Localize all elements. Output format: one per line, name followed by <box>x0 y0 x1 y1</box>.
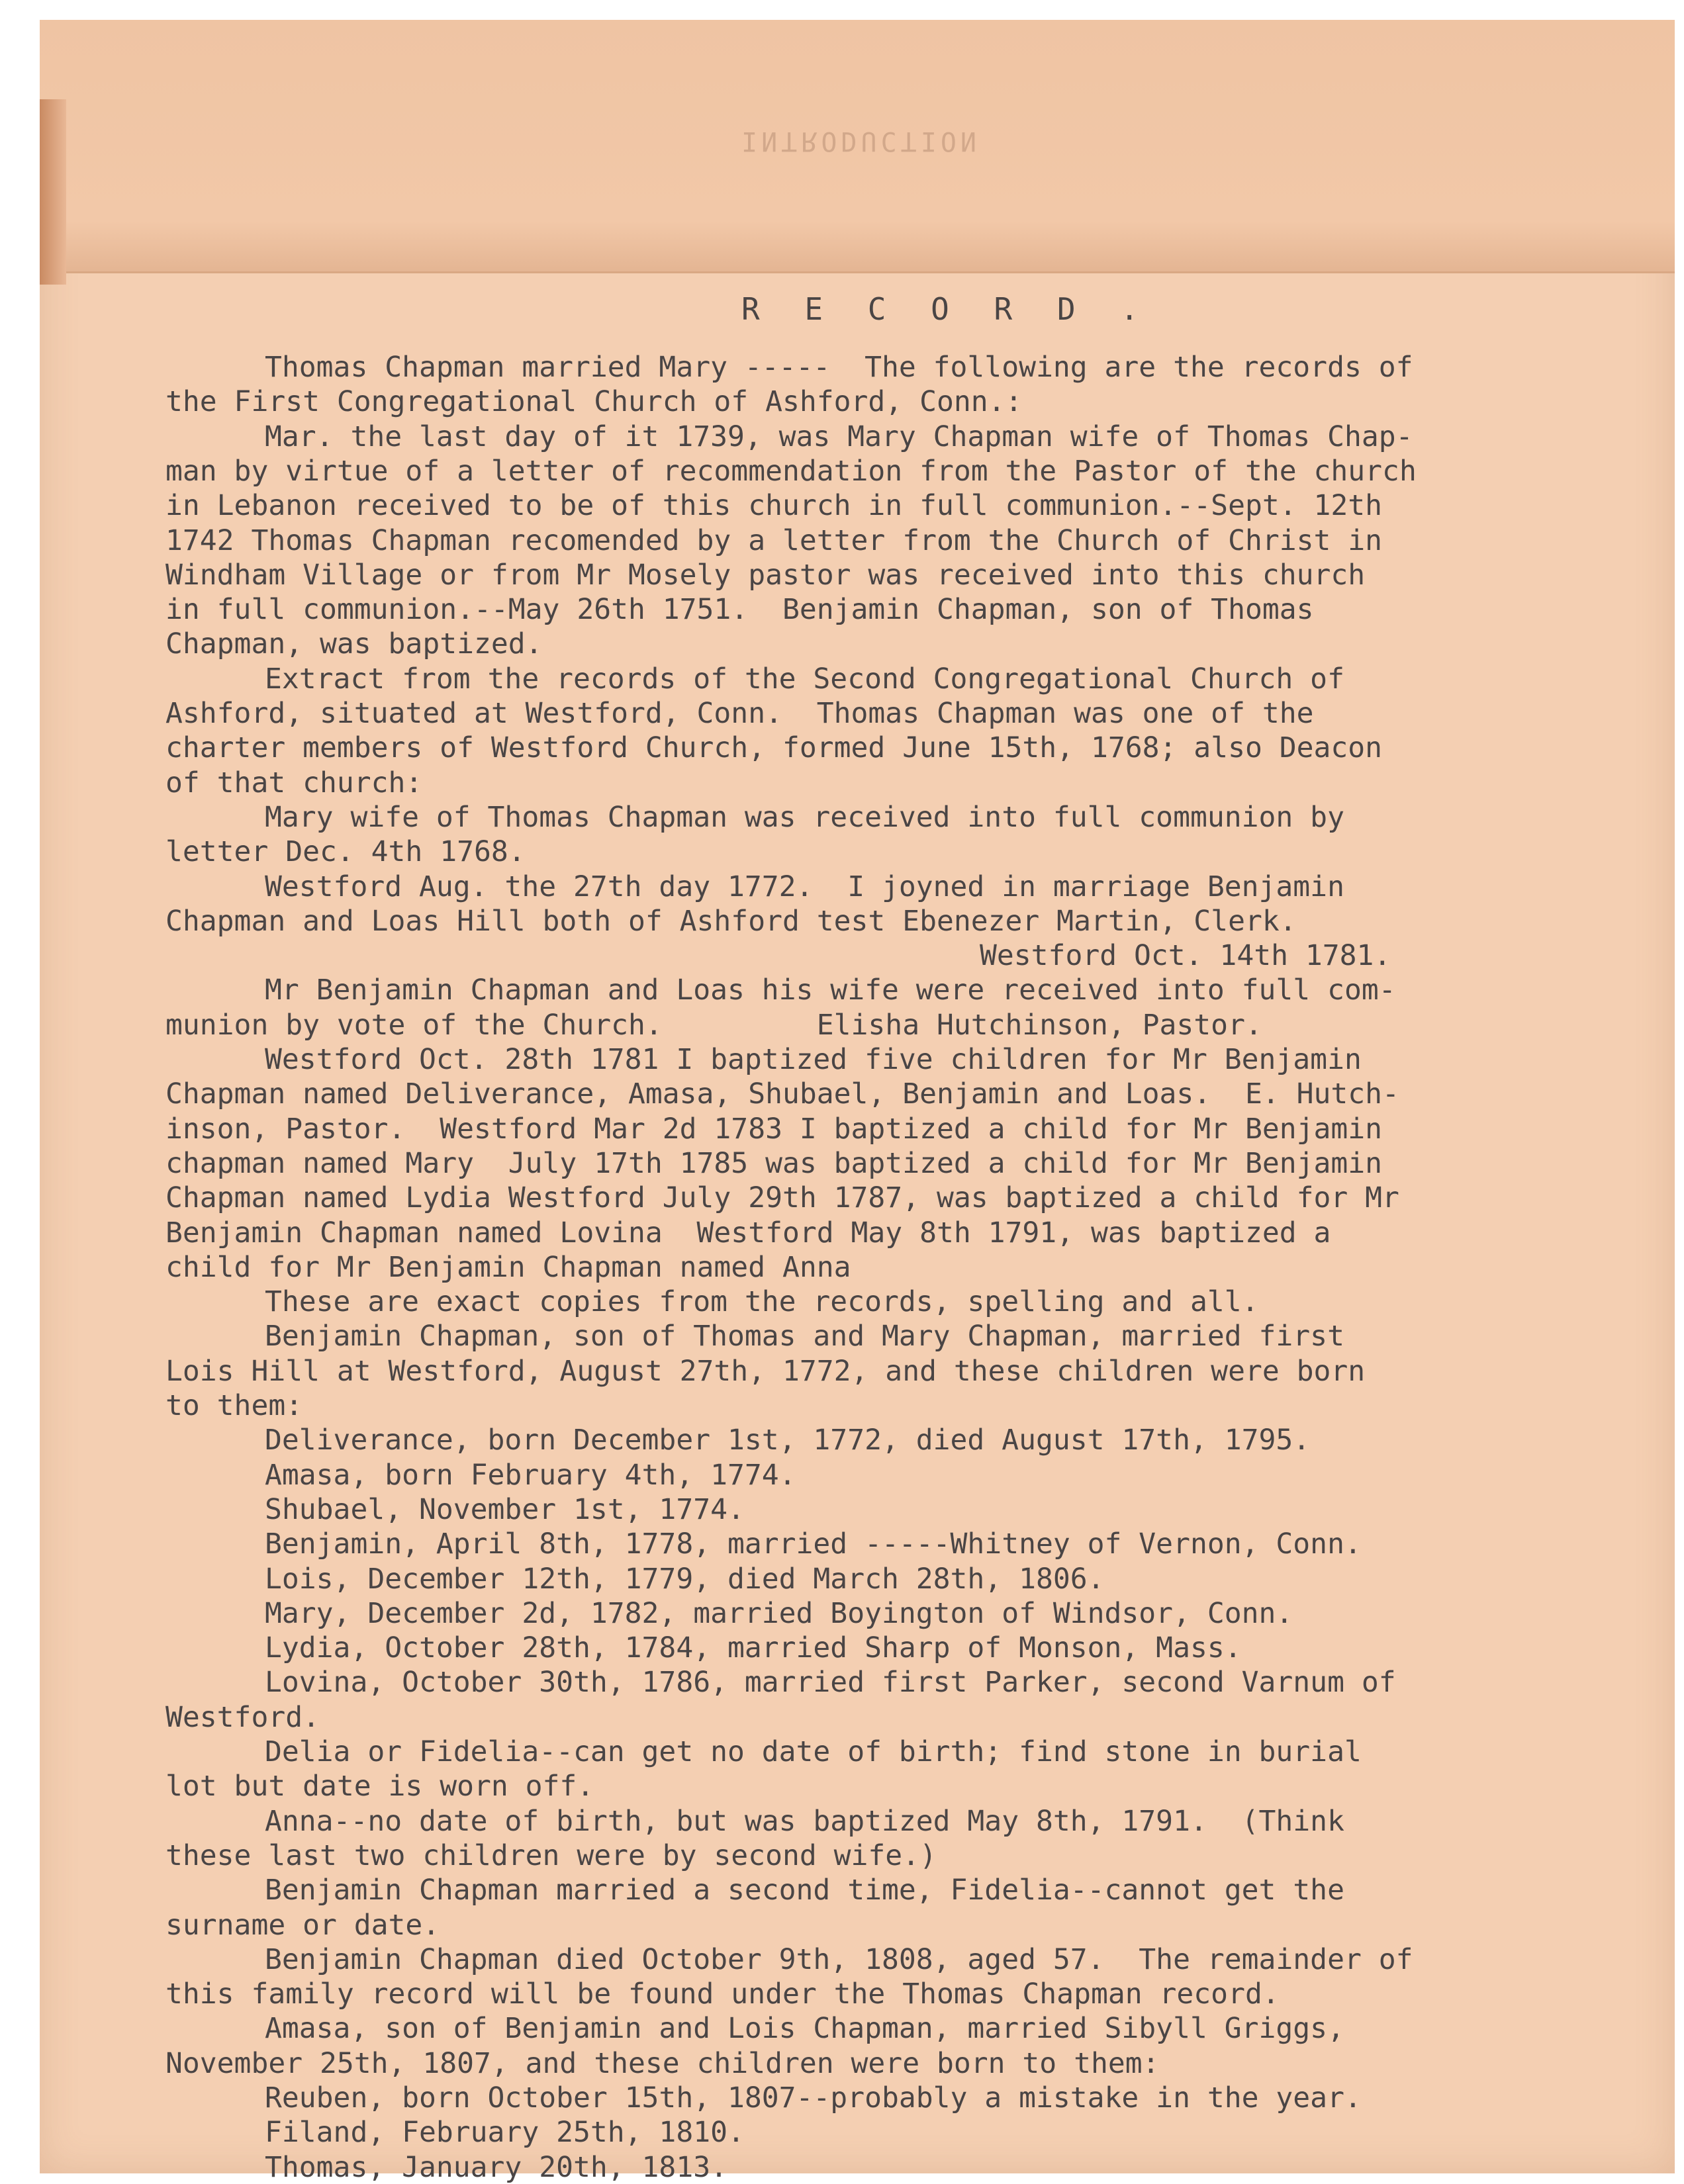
text-line: Benjamin Chapman, son of Thomas and Mary Chapman, married first <box>265 1320 1344 1353</box>
text-line: Thomas, January 20th, 1813. <box>265 2150 727 2184</box>
text-line: Mr Benjamin Chapman and Loas his wife were received into full com- <box>265 974 1396 1007</box>
text-line: Lois Hill at Westford, August 27th, 1772, and these children were born <box>165 1354 1366 1388</box>
text-line: Mary, December 2d, 1782, married Boyington of Windsor, Conn. <box>265 1596 1293 1630</box>
text-line: Anna--no date of birth, but was baptized May 8th, 1791. (Think <box>265 1804 1344 1838</box>
text-line: Westford. <box>165 1700 320 1734</box>
text-line: chapman named Mary July 17th 1785 was baptized a child for Mr Benjamin <box>165 1146 1383 1180</box>
text-line: Amasa, born February 4th, 1774. <box>265 1458 796 1492</box>
text-line: Filand, February 25th, 1810. <box>265 2116 745 2150</box>
text-line: 1742 Thomas Chapman recomended by a letter from the Church of Christ in <box>165 523 1383 557</box>
text-line: Benjamin, April 8th, 1778, married -----Whitney of Vernon, Conn. <box>265 1527 1362 1561</box>
text-line: Chapman named Deliverance, Amasa, Shubael, Benjamin and Loas. E. Hutch- <box>165 1077 1399 1111</box>
text-line: Westford Oct. 28th 1781 I baptized five children for Mr Benjamin <box>265 1043 1362 1076</box>
text-line: Westford Oct. 14th 1781. <box>980 939 1391 973</box>
page-heading: R E C O R D . <box>741 291 1152 327</box>
text-line: November 25th, 1807, and these children were born to them: <box>165 2046 1160 2080</box>
text-line: Lydia, October 28th, 1784, married Sharp of Monson, Mass. <box>265 1631 1242 1665</box>
text-line: Lovina, October 30th, 1786, married first Parker, second Varnum of <box>265 1666 1396 1700</box>
text-line: Benjamin Chapman died October 9th, 1808, aged 57. The remainder of <box>265 1942 1413 1976</box>
text-line: These are exact copies from the records, spelling and all. <box>265 1285 1259 1319</box>
text-line: Ashford, situated at Westford, Conn. Thomas Chapman was one of the <box>165 697 1314 730</box>
text-line: Chapman, was baptized. <box>165 627 543 661</box>
text-line: the First Congregational Church of Ashford, Conn.: <box>165 385 1023 419</box>
text-line: Mar. the last day of it 1739, was Mary Chapman wife of Thomas Chap- <box>265 420 1413 453</box>
text-line: Chapman named Lydia Westford July 29th 1787, was baptized a child for Mr <box>165 1181 1399 1215</box>
text-line: Westford Aug. the 27th day 1772. I joyned in marriage Benjamin <box>265 870 1344 903</box>
text-line: of that church: <box>165 766 423 799</box>
text-line: letter Dec. 4th 1768. <box>165 835 526 869</box>
text-line: in Lebanon received to be of this church in full communion.--Sept. 12th <box>165 489 1383 523</box>
text-line: charter members of Westford Church, formed June 15th, 1768; also Deacon <box>165 731 1383 765</box>
text-line: these last two children were by second wife.) <box>165 1839 937 1872</box>
text-line: Delia or Fidelia--can get no date of birth; find stone in burial <box>265 1735 1362 1768</box>
text-line: Benjamin Chapman named Lovina Westford May 8th 1791, was baptized a <box>165 1216 1331 1250</box>
text-line: Benjamin Chapman married a second time, Fidelia--cannot get the <box>265 1874 1344 1907</box>
text-line: Shubael, November 1st, 1774. <box>265 1492 745 1526</box>
text-line: lot but date is worn off. <box>165 1770 594 1803</box>
text-line: Deliverance, born December 1st, 1772, died August 17th, 1795. <box>265 1424 1311 1457</box>
text-line: Windham Village or from Mr Mosely pastor was received into this church <box>165 558 1366 592</box>
text-line: munion by vote of the Church. Elisha Hutchinson, Pastor. <box>165 1008 1262 1042</box>
text-line: Chapman and Loas Hill both of Ashford test Ebenezer Martin, Clerk. <box>165 904 1297 938</box>
text-line: this family record will be found under the Thomas Chapman record. <box>165 1978 1280 2011</box>
text-line: surname or date. <box>165 1908 440 1942</box>
text-line: to them: <box>165 1389 303 1422</box>
bleed-through-text: INTRODUCTION <box>741 126 980 156</box>
text-line: Amasa, son of Benjamin and Lois Chapman, married Sibyll Griggs, <box>265 2012 1344 2046</box>
text-line: man by virtue of a letter of recommendation from the Pastor of the church <box>165 454 1417 488</box>
text-line: Mary wife of Thomas Chapman was received into full communion by <box>265 800 1344 834</box>
text-line: Thomas Chapman married Mary ----- The following are the records of <box>265 351 1413 384</box>
text-line: Extract from the records of the Second Congregational Church of <box>265 662 1344 696</box>
text-line: child for Mr Benjamin Chapman named Anna <box>165 1250 851 1284</box>
text-line: Lois, December 12th, 1779, died March 28th, 1806. <box>265 1562 1105 1596</box>
text-line: inson, Pastor. Westford Mar 2d 1783 I baptized a child for Mr Benjamin <box>165 1112 1383 1146</box>
text-line: Reuben, born October 15th, 1807--probably a mistake in the year. <box>265 2081 1362 2115</box>
text-line: in full communion.--May 26th 1751. Benjamin Chapman, son of Thomas <box>165 593 1314 627</box>
